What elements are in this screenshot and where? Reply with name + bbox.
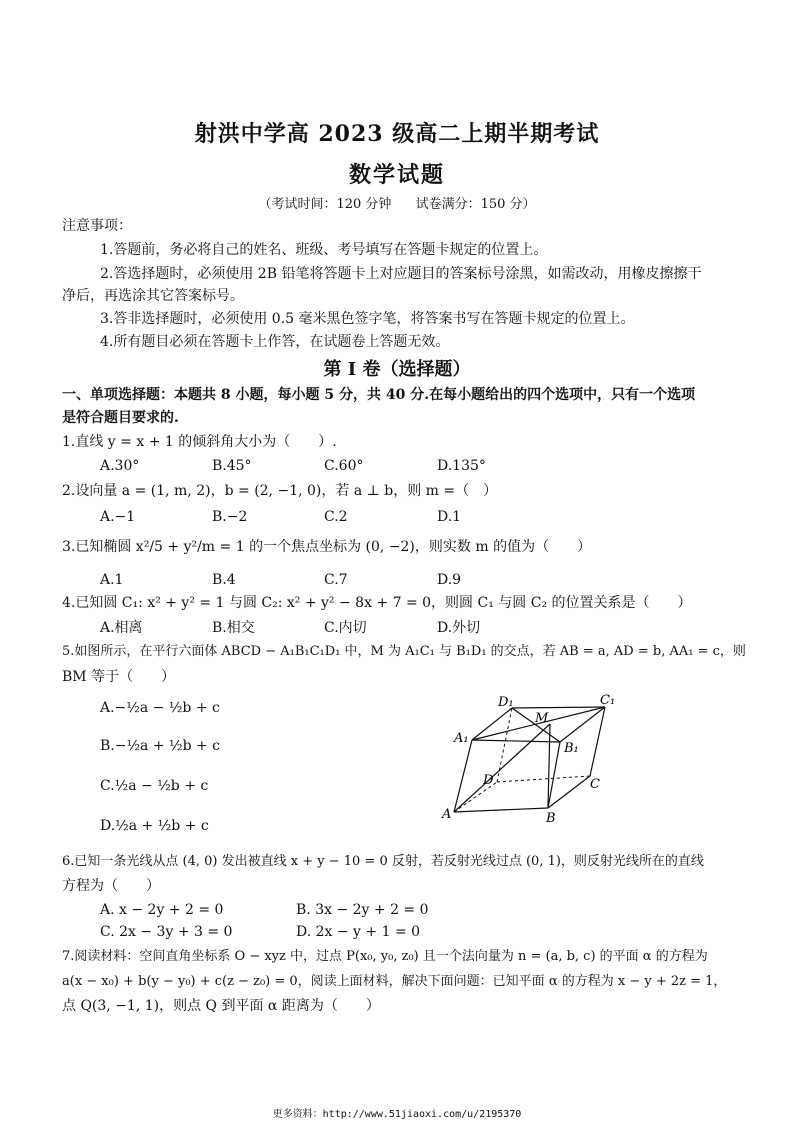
note-2a: 2.答选择题时，必须使用 2B 铅笔将答题卡上对应题目的答案标号涂黑，如需改动，用橡皮擦擦干 [100, 266, 702, 282]
q1-option-a: A.30° [100, 458, 140, 474]
q6-stem-1: 6.已知一条光线从点 (4, 0) 发出被直线 x + y − 10 = 0 反射，若反射光线过点 (0, 1)，则反射光线所在的直线 [62, 854, 704, 869]
q1-stem: 1.直线 y = x + 1 的倾斜角大小为（ ）. [62, 434, 337, 450]
note-3: 3.答非选择题时，必须使用 0.5 毫米黑色签字笔，将答案书写在答题卡规定的位置上。 [100, 311, 635, 327]
q3-option-d: D.9 [437, 572, 462, 588]
q2-stem: 2.设向量 a = (1, m, 2)，b = (2, −1, 0)，若 a ⊥ b，则 m =（ ） [62, 483, 498, 499]
q2-option-d: D.1 [437, 509, 462, 525]
note-4: 4.所有题目必须在答题卡上作答，在试题卷上答题无效。 [100, 334, 450, 350]
q4-option-c: C.内切 [324, 620, 367, 636]
q2-option-a: A.−1 [100, 509, 136, 525]
section-intro-2: 是符合题目要求的. [62, 410, 179, 426]
q3-option-b: B.4 [212, 572, 236, 588]
q5-stem-2: BM 等于（ ） [62, 669, 176, 685]
q6-option-c: C. 2x − 3y + 3 = 0 [100, 924, 233, 940]
q1-option-c: C.60° [324, 458, 364, 474]
q5-option-b: B.−½a + ½b + c [100, 738, 221, 754]
q1-option-b: B.45° [212, 458, 252, 474]
section-intro-1: 一、单项选择题：本题共 8 小题，每小题 5 分，共 40 分.在每小题给出的四个选项中，只有一个选项 [62, 387, 696, 403]
note-2b: 净后，再选涂其它答案标号。 [62, 288, 244, 304]
subject-title: 数学试题 [348, 162, 445, 188]
q3-option-c: C.7 [324, 572, 348, 588]
exam-score: 试卷满分：150 分） [415, 197, 536, 212]
q3-option-a: A.1 [100, 572, 124, 588]
exam-title: 射洪中学高 2023 级高二上期半期考试 [194, 121, 600, 147]
label-a: A [442, 807, 452, 822]
label-c1: C₁ [600, 693, 616, 708]
note-1: 1.答题前，务必将自己的姓名、班级、考号填写在答题卡规定的位置上。 [100, 242, 548, 258]
footer-link[interactable]: 更多资料：http://www.51jiaoxi.com/u/2195370 [272, 1109, 522, 1120]
exam-meta [0, 193, 794, 212]
q3-stem: 3.已知椭圆 x²/5 + y²/m = 1 的一个焦点坐标为 (0, −2)，则实数 m 的值为（ ） [62, 539, 592, 555]
exam-time: （考试时间：120 分钟 [258, 197, 392, 212]
q2-option-b: B.−2 [212, 509, 248, 525]
section-title: 第 I 卷（选择题） [323, 359, 471, 380]
label-d: D [483, 773, 494, 788]
label-b1: B₁ [564, 741, 579, 756]
q6-option-b: B. 3x − 2y + 2 = 0 [296, 902, 429, 918]
q2-option-c: C.2 [324, 509, 348, 525]
q1-option-d: D.135° [437, 458, 486, 474]
q5-stem-1: 5.如图所示，在平行六面体 ABCD − A₁B₁C₁D₁ 中，M 为 A₁C₁ 与 B₁D₁ 的交点，若 AB = a, AD = b, AA₁ = c，则 [62, 644, 746, 659]
q4-option-a: A.相离 [100, 620, 143, 636]
label-d1: D₁ [498, 695, 514, 710]
q4-stem: 4.已知圆 C₁: x² + y² = 1 与圆 C₂: x² + y² − 8x + 7 = 0，则圆 C₁ 与圆 C₂ 的位置关系是（ ） [62, 595, 692, 611]
q4-option-b: B.相交 [212, 620, 255, 636]
label-m: M [535, 711, 549, 726]
label-c: C [590, 777, 600, 792]
q5-option-d: D.½a + ½b + c [100, 818, 209, 834]
q6-option-d: D. 2x − y + 1 = 0 [296, 924, 421, 940]
q7-stem-1: 7.阅读材料：空间直角坐标系 O − xyz 中，过点 P(x₀, y₀, z₀) 且一个法向量为 n = (a, b, c) 的平面 α 的方程为 [62, 949, 708, 964]
q5-option-a: A.−½a − ½b + c [100, 700, 220, 716]
parallelepiped-figure [440, 690, 640, 830]
notes-heading: 注意事项： [62, 218, 132, 234]
label-a1: A₁ [454, 731, 469, 746]
q6-option-a: A. x − 2y + 2 = 0 [100, 902, 224, 918]
q7-stem-2: a(x − x₀) + b(y − y₀) + c(z − z₀) = 0，阅读上面材料，解决下面问题：已知平面 α 的方程为 x − y + 2z = 1， [62, 974, 727, 989]
label-b: B [546, 811, 556, 826]
q7-stem-3: 点 Q(3, −1, 1)，则点 Q 到平面 α 距离为（ ） [62, 998, 380, 1014]
q6-stem-2: 方程为（ ） [62, 878, 160, 894]
q5-option-c: C.½a − ½b + c [100, 778, 209, 794]
q4-option-d: D.外切 [437, 620, 481, 636]
